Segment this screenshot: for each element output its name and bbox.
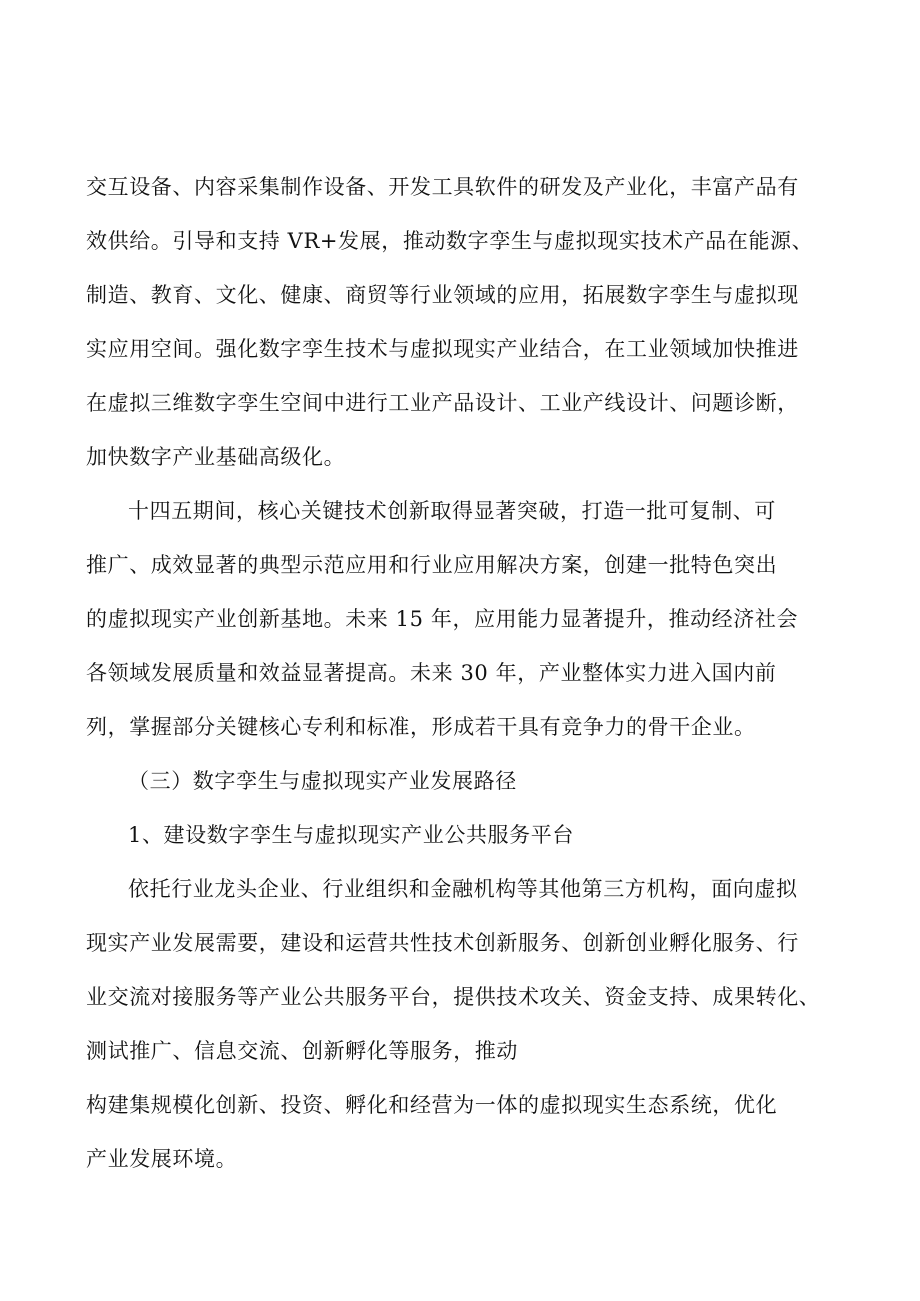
paragraph-line: 构建集规模化创新、投资、孵化和经营为一体的虚拟现实生态系统，优化 [86,1093,778,1117]
section-heading: （三）数字孪生与虚拟现实产业发展路径 [128,769,517,793]
paragraph-line: 制造、教育、文化、健康、商贸等行业领域的应用，拓展数字孪生与虚拟现 [86,283,799,307]
paragraph-line: 加快数字产业基础高级化。 [86,445,346,469]
paragraph-line: 依托行业龙头企业、行业组织和金融机构等其他第三方机构，面向虚拟 [128,877,798,901]
paragraph-line: 业交流对接服务等产业公共服务平台，提供技术攻关、资金支持、成果转化、 [86,985,821,1009]
subsection-heading: 1、建设数字孪生与虚拟现实产业公共服务平台 [128,823,574,847]
paragraph-line: 各领域发展质量和效益显著提高。未来 30 年，产业整体实力进入国内前 [86,661,777,685]
paragraph-line: 在虚拟三维数字孪生空间中进行工业产品设计、工业产线设计、问题诊断， [86,391,799,415]
paragraph-line: 产业发展环境。 [86,1147,238,1171]
paragraph-line: 的虚拟现实产业创新基地。未来 15 年，应用能力显著提升，推动经济社会 [86,607,799,631]
paragraph-line: 测试推广、信息交流、创新孵化等服务，推动 [86,1039,518,1063]
paragraph-line: 交互设备、内容采集制作设备、开发工具软件的研发及产业化，丰富产品有 [86,175,799,199]
paragraph-line: 现实产业发展需要，建设和运营共性技术创新服务、创新创业孵化服务、行 [86,931,799,955]
paragraph-line: 实应用空间。强化数字孪生技术与虚拟现实产业结合，在工业领域加快推进 [86,337,799,361]
paragraph-line: 十四五期间，核心关键技术创新取得显著突破，打造一批可复制、可 [128,499,776,523]
paragraph-line: 列，掌握部分关键核心专利和标准，形成若干具有竞争力的骨干企业。 [86,715,756,739]
paragraph-line: 效供给。引导和支持 VR+发展，推动数字孪生与虚拟现实技术产品在能源、 [86,229,814,253]
paragraph-line: 推广、成效显著的典型示范应用和行业应用解决方案，创建一批特色突出 [86,553,778,577]
